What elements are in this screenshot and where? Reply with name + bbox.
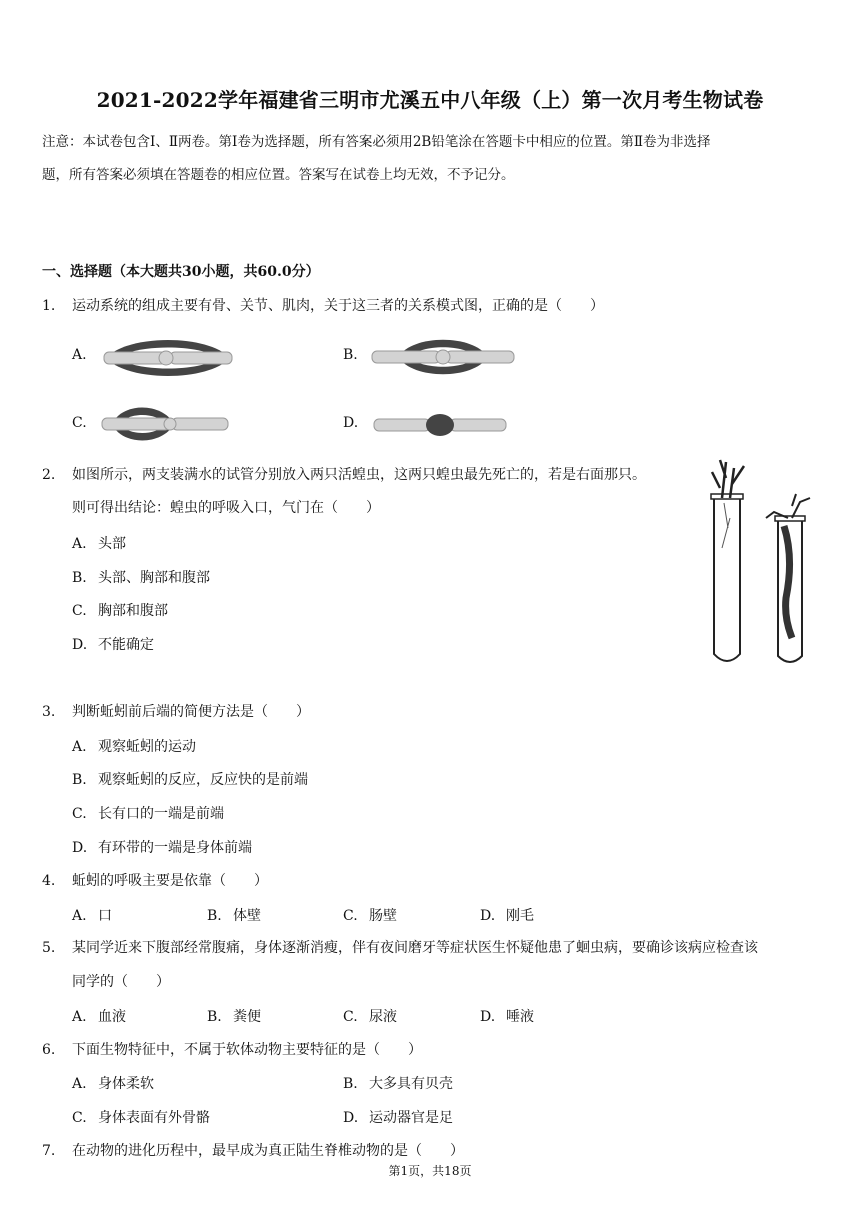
option-text: 肠壁 [369, 908, 397, 924]
question-stem-continued: 同学的（ ） [72, 974, 170, 990]
option-text: 长有口的一端是前端 [98, 806, 224, 822]
option-a[interactable] [72, 1006, 126, 1026]
bone-left [104, 352, 166, 364]
option-label: D. [480, 908, 496, 924]
diagram-option-a [98, 336, 238, 380]
option-text: 观察蚯蚓的运动 [98, 739, 196, 755]
option-label: B. [207, 908, 222, 924]
question-stem: 蚯蚓的呼吸主要是依靠（ ） [72, 873, 268, 889]
option-label: D. [72, 637, 88, 653]
option-text: 大多具有贝壳 [369, 1076, 453, 1092]
option-label: B. [207, 1009, 222, 1025]
option-text: 观察蚯蚓的反应，反应快的是前端 [98, 772, 308, 788]
exam-note [42, 126, 822, 192]
diagram-option-b [368, 334, 518, 380]
page-footer: 第1页，共18页 [388, 1164, 472, 1178]
option-label: C. [72, 1110, 87, 1126]
note-line-2: 题，所有答案必须填在答题卷的相应位置。答案写在试卷上均无效，不予记分。 [42, 167, 515, 183]
question-number: 1. [42, 298, 56, 314]
option-label: A. [72, 536, 87, 552]
option-text: 身体表面有外骨骼 [98, 1110, 210, 1126]
option-a[interactable] [72, 1073, 154, 1093]
option-text: 不能确定 [98, 637, 154, 653]
option-label: B. [343, 347, 358, 363]
option-label: A. [72, 908, 87, 924]
question-stem: 判断蚯蚓前后端的简便方法是（ ） [72, 704, 310, 720]
option-label: A. [72, 1009, 87, 1025]
option-d[interactable] [343, 415, 369, 431]
option-text: 有环带的一端是身体前端 [98, 840, 252, 856]
option-label: A. [72, 1076, 87, 1092]
option-label: C. [72, 806, 87, 822]
option-text: 运动器官是足 [369, 1110, 453, 1126]
option-text: 尿液 [369, 1009, 397, 1025]
option-label: B. [72, 570, 87, 586]
option-label: C. [343, 908, 358, 924]
option-label: D. [343, 415, 359, 431]
option-b[interactable] [207, 905, 261, 925]
left-test-tube [711, 460, 744, 661]
option-d[interactable] [72, 837, 252, 857]
option-label: C. [343, 1009, 358, 1025]
joint [159, 351, 173, 365]
section-title: 一、选择题（本大题共30小题，共60.0分） [42, 264, 320, 280]
exam-title: 2021-2022学年福建省三明市尤溪五中八年级（上）第一次月考生物试卷 [96, 88, 764, 112]
question-number: 4. [42, 873, 56, 889]
option-b[interactable] [343, 1073, 453, 1093]
question-number: 5. [42, 940, 56, 956]
diagram-option-d [370, 405, 510, 445]
option-label: D. [72, 840, 88, 856]
option-label: B. [343, 1076, 358, 1092]
question-number: 2. [42, 467, 56, 483]
option-label: C. [72, 415, 87, 431]
option-text: 体壁 [233, 908, 261, 924]
option-label: D. [343, 1110, 359, 1126]
option-a[interactable] [72, 347, 98, 363]
question-stem: 如图所示，两支装满水的试管分别放入两只活蝗虫，这两只蝗虫最先死亡的，若是右面那只。 [72, 467, 646, 483]
option-b[interactable] [72, 769, 308, 789]
question-number: 3. [42, 704, 56, 720]
question-number: 7. [42, 1143, 56, 1159]
option-c[interactable] [72, 1107, 210, 1127]
option-d[interactable] [343, 1107, 453, 1127]
option-label: D. [480, 1009, 496, 1025]
option-label: B. [72, 772, 87, 788]
option-b[interactable] [207, 1006, 261, 1026]
test-tubes-figure [700, 458, 820, 668]
right-test-tube [766, 494, 810, 662]
option-a[interactable] [72, 736, 196, 756]
question-stem-continued: 则可得出结论：蝗虫的呼吸入口，气门在（ ） [72, 500, 380, 516]
option-b[interactable] [72, 567, 210, 587]
question-stem: 某同学近来下腹部经常腹痛，身体逐渐消瘦，伴有夜间磨牙等症状医生怀疑他患了蛔虫病，要确诊该病应检查该 [72, 940, 758, 956]
option-d[interactable] [72, 634, 154, 654]
option-d[interactable] [480, 905, 534, 925]
option-a[interactable] [72, 533, 126, 553]
option-c[interactable] [72, 415, 98, 431]
question-stem: 在动物的进化历程中，最早成为真正陆生脊椎动物的是（ ） [72, 1143, 464, 1159]
question-number: 6. [42, 1042, 56, 1058]
option-label: A. [72, 739, 87, 755]
option-a[interactable] [72, 905, 112, 925]
option-text: 头部 [98, 536, 126, 552]
option-label: A. [72, 347, 87, 363]
option-text: 唾液 [506, 1009, 534, 1025]
option-text: 血液 [98, 1009, 126, 1025]
option-c[interactable] [343, 1006, 397, 1026]
option-text: 粪便 [233, 1009, 261, 1025]
option-c[interactable] [72, 600, 168, 620]
note-line-1: 注意：本试卷包含Ⅰ、Ⅱ两卷。第Ⅰ卷为选择题，所有答案必须用2B铅笔涂在答题卡中相应的位置。第Ⅱ卷为非选择 [42, 134, 711, 150]
option-text: 身体柔软 [98, 1076, 154, 1092]
option-c[interactable] [72, 803, 224, 823]
option-b[interactable] [343, 347, 369, 363]
option-text: 头部、胸部和腹部 [98, 570, 210, 586]
option-d[interactable] [480, 1006, 534, 1026]
option-text: 胸部和腹部 [98, 603, 168, 619]
option-c[interactable] [343, 905, 397, 925]
bone-right [170, 352, 232, 364]
diagram-option-c [98, 402, 230, 446]
question-stem: 下面生物特征中，不属于软体动物主要特征的是（ ） [72, 1042, 422, 1058]
option-label: C. [72, 603, 87, 619]
option-text: 刚毛 [506, 908, 534, 924]
question-stem: 运动系统的组成主要有骨、关节、肌肉，关于这三者的关系模式图，正确的是（ ） [72, 298, 604, 314]
option-text: 口 [98, 908, 112, 924]
